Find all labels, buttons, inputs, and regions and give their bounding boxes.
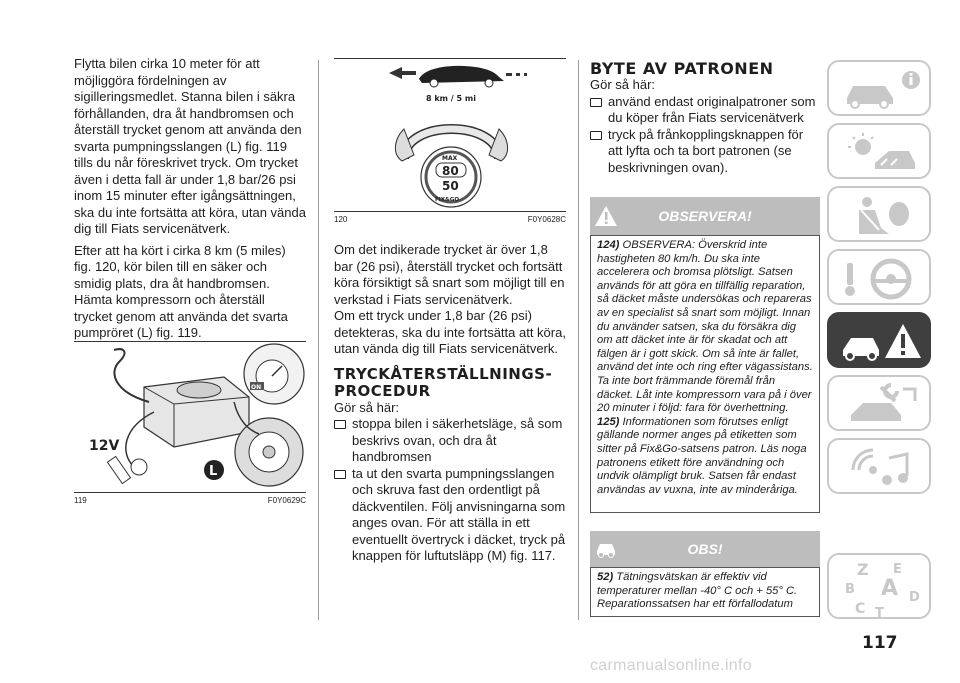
index-letter-a: A — [881, 576, 899, 601]
gauge-80: 80 — [442, 164, 459, 178]
figure-119-caption — [74, 496, 306, 505]
cartridge-step-1 — [590, 94, 820, 127]
procedure-heading-line2: PROCEDUR — [334, 381, 431, 400]
maintenance-wrench-icon — [829, 377, 933, 433]
procedure-step-2 — [334, 466, 566, 565]
note-124-number: 124) — [597, 239, 620, 251]
tab-emergency[interactable] — [827, 312, 931, 368]
note-124 — [597, 239, 813, 416]
note-125-number: 125) — [597, 415, 620, 428]
label-on: ON — [251, 384, 262, 391]
index-letter-t: T — [875, 606, 884, 621]
col1-paragraph-2: Efter att ha kört i cirka 8 km (5 miles) fig. 120, kör bilen till en säker och smidig plats, dra åt handbromsen. Hämta kompressorn och återställ trycket genom att använda det svarta pumpröret (L) fig. 119. — [74, 242, 288, 340]
column-divider-2 — [578, 60, 579, 620]
figure-120 — [334, 58, 566, 212]
index-letter-c: C — [855, 601, 866, 617]
tab-index[interactable] — [827, 553, 931, 619]
procedure-heading-line1: TRYCKÅTERSTÄLLNINGS- — [334, 364, 553, 383]
gauge-50: 50 — [442, 179, 459, 193]
warning-exclamation-icon — [594, 205, 618, 227]
note-52-number: 52) — [597, 571, 614, 583]
bullet-icon — [334, 420, 346, 429]
cartridge-step-2 — [590, 127, 820, 177]
col1-paragraph-1: Flytta bilen cirka 10 meter för att möjliggöra fördelningen av sigilleringsmedlet. Stanna bilen i säkra förhållanden, dra åt handbromsen och återställ trycket genom att använda den svarta pumpningsslangen (L) fig. 119 tills du når föreskrivet tryck. Om trycket även i detta fall är under 1,8 bar/26 psi inom 15 minuter efter igångsättningen, ska du inte fortsätta att köra, utan vända dig till Fiats servicenätverk. — [74, 56, 306, 236]
index-letter-b: B — [845, 582, 855, 597]
col2-paragraph-2: Om ett tryck under 1,8 bar (26 psi) detekteras, ska du inte fortsätta att köra, utan vända dig till Fiats servicenätverk. — [334, 308, 566, 356]
label-12v: 12V — [89, 438, 120, 454]
cartridge-intro: Gör så här: — [590, 77, 656, 92]
warning-title: OBSERVERA! — [658, 208, 752, 224]
figure-120-number: 120 — [334, 215, 348, 224]
seatbelt-airbag-icon — [829, 188, 933, 244]
cartridge-heading: BYTE AV PATRONEN — [590, 59, 774, 78]
distance-label: 8 km / 5 mi — [426, 94, 476, 103]
note-125-text: Informationen som förutses enligt gällande normer anges på etiketten som sitter på Fix&Go-satsens patron. Läs noga patronens etikett före användning och undvik olämpligt bruk. Satsen får endast användas av vuxna, inte av minderåriga. — [597, 415, 807, 496]
figure-119 — [74, 341, 306, 493]
procedure-heading — [334, 366, 566, 400]
tab-dashboard-lights[interactable] — [827, 123, 931, 179]
tab-maintenance[interactable] — [827, 375, 931, 431]
figure-120-code: F0Y0628C — [527, 215, 566, 224]
note-52-text: Tätningsvätskan är effektiv vid temperaturer mellan -40° C och + 55° C. Reparationssatsen har ett förfallodatum — [597, 571, 798, 611]
car-info-icon — [829, 62, 933, 118]
tab-safety[interactable] — [827, 186, 931, 242]
bullet-icon — [590, 131, 602, 140]
gauge-fixgo: FIX&GO — [435, 197, 460, 203]
procedure-step-1-text: stoppa bilen i säkerhetsläge, så som beskrivs ovan, och dra åt handbromsen — [352, 416, 563, 464]
warning-body — [590, 235, 820, 513]
figure-120-caption — [334, 215, 566, 224]
dashboard-lights-icon — [829, 125, 933, 181]
col2-paragraph-1: Om det indikerade trycket är över 1,8 bar (26 psi), återställ trycket och fortsätt köra försiktigt så snart som möjligt till en verkstad i Fiats servicenätverk. — [334, 242, 565, 307]
compressor-kit-illustration — [74, 342, 306, 492]
speed-distance-illustration — [334, 59, 566, 211]
tab-car-info[interactable] — [827, 60, 931, 116]
watermark: carmanualsonline.info — [590, 657, 752, 674]
procedure-step-1 — [334, 416, 566, 466]
info-header — [590, 531, 820, 567]
page-number: 117 — [862, 633, 898, 653]
note-124-text: OBSERVERA: Överskrid inte hastigheten 80 km/h. Du ska inte accelerera och bromsa plötsligt. Satsen används för att göra en tillfällig reparation, så däcket måste undersökas och repareras av en specialist så snart som möjligt. Innan du använder satsen, ska du försäkra dig om att däcket inte är för skadat och att fälgen är i gott skick. Om så inte är fallet, använd det inte och ring efter vägassistans. Ta inte bort främmande föremål från däcket. Låt inte kompressorn vara på i över 20 minuter i följd: fara för överhettning. — [597, 239, 813, 415]
breakdown-warning-icon — [829, 314, 933, 370]
multimedia-icon — [829, 440, 933, 496]
cartridge-step-2-text: tryck på frånkopplingsknappen för att lyfta och ta bort patronen (se beskrivningen ovan). — [608, 126, 804, 175]
note-125 — [597, 416, 813, 498]
index-letter-z: Z — [857, 560, 869, 579]
warning-note — [590, 197, 820, 513]
info-body — [590, 567, 820, 617]
car-info-small-icon — [594, 540, 618, 558]
steering-wheel-key-icon — [829, 251, 933, 307]
info-title: OBS! — [687, 541, 723, 557]
cartridge-step-1-text: använd endast originalpatroner som du köper från Fiats servicenätverk — [608, 93, 816, 125]
procedure-intro: Gör så här: — [334, 399, 400, 415]
warning-header — [590, 197, 820, 235]
bullet-icon — [590, 98, 602, 107]
index-letter-e: E — [893, 562, 902, 577]
info-note — [590, 531, 820, 617]
column-divider-1 — [318, 60, 319, 620]
tab-starting-driving[interactable] — [827, 249, 931, 305]
figure-119-number: 119 — [74, 496, 87, 505]
label-l: L — [209, 464, 218, 479]
gauge-max: MAX — [442, 155, 458, 162]
index-letters-icon — [829, 555, 933, 621]
figure-119-code: F0Y0629C — [267, 496, 306, 505]
index-letter-d: D — [909, 590, 920, 605]
procedure-step-2-text: ta ut den svarta pumpningsslangen och skruva fast den ordentligt på däckventilen. Följ anvisningarna som anges ovan. För att ställa in ett eventuellt övertryck i däcket, tryck på knappen för luftutsläpp (M) fig. 117. — [352, 465, 566, 563]
tab-multimedia[interactable] — [827, 438, 931, 494]
bullet-icon — [334, 470, 346, 479]
